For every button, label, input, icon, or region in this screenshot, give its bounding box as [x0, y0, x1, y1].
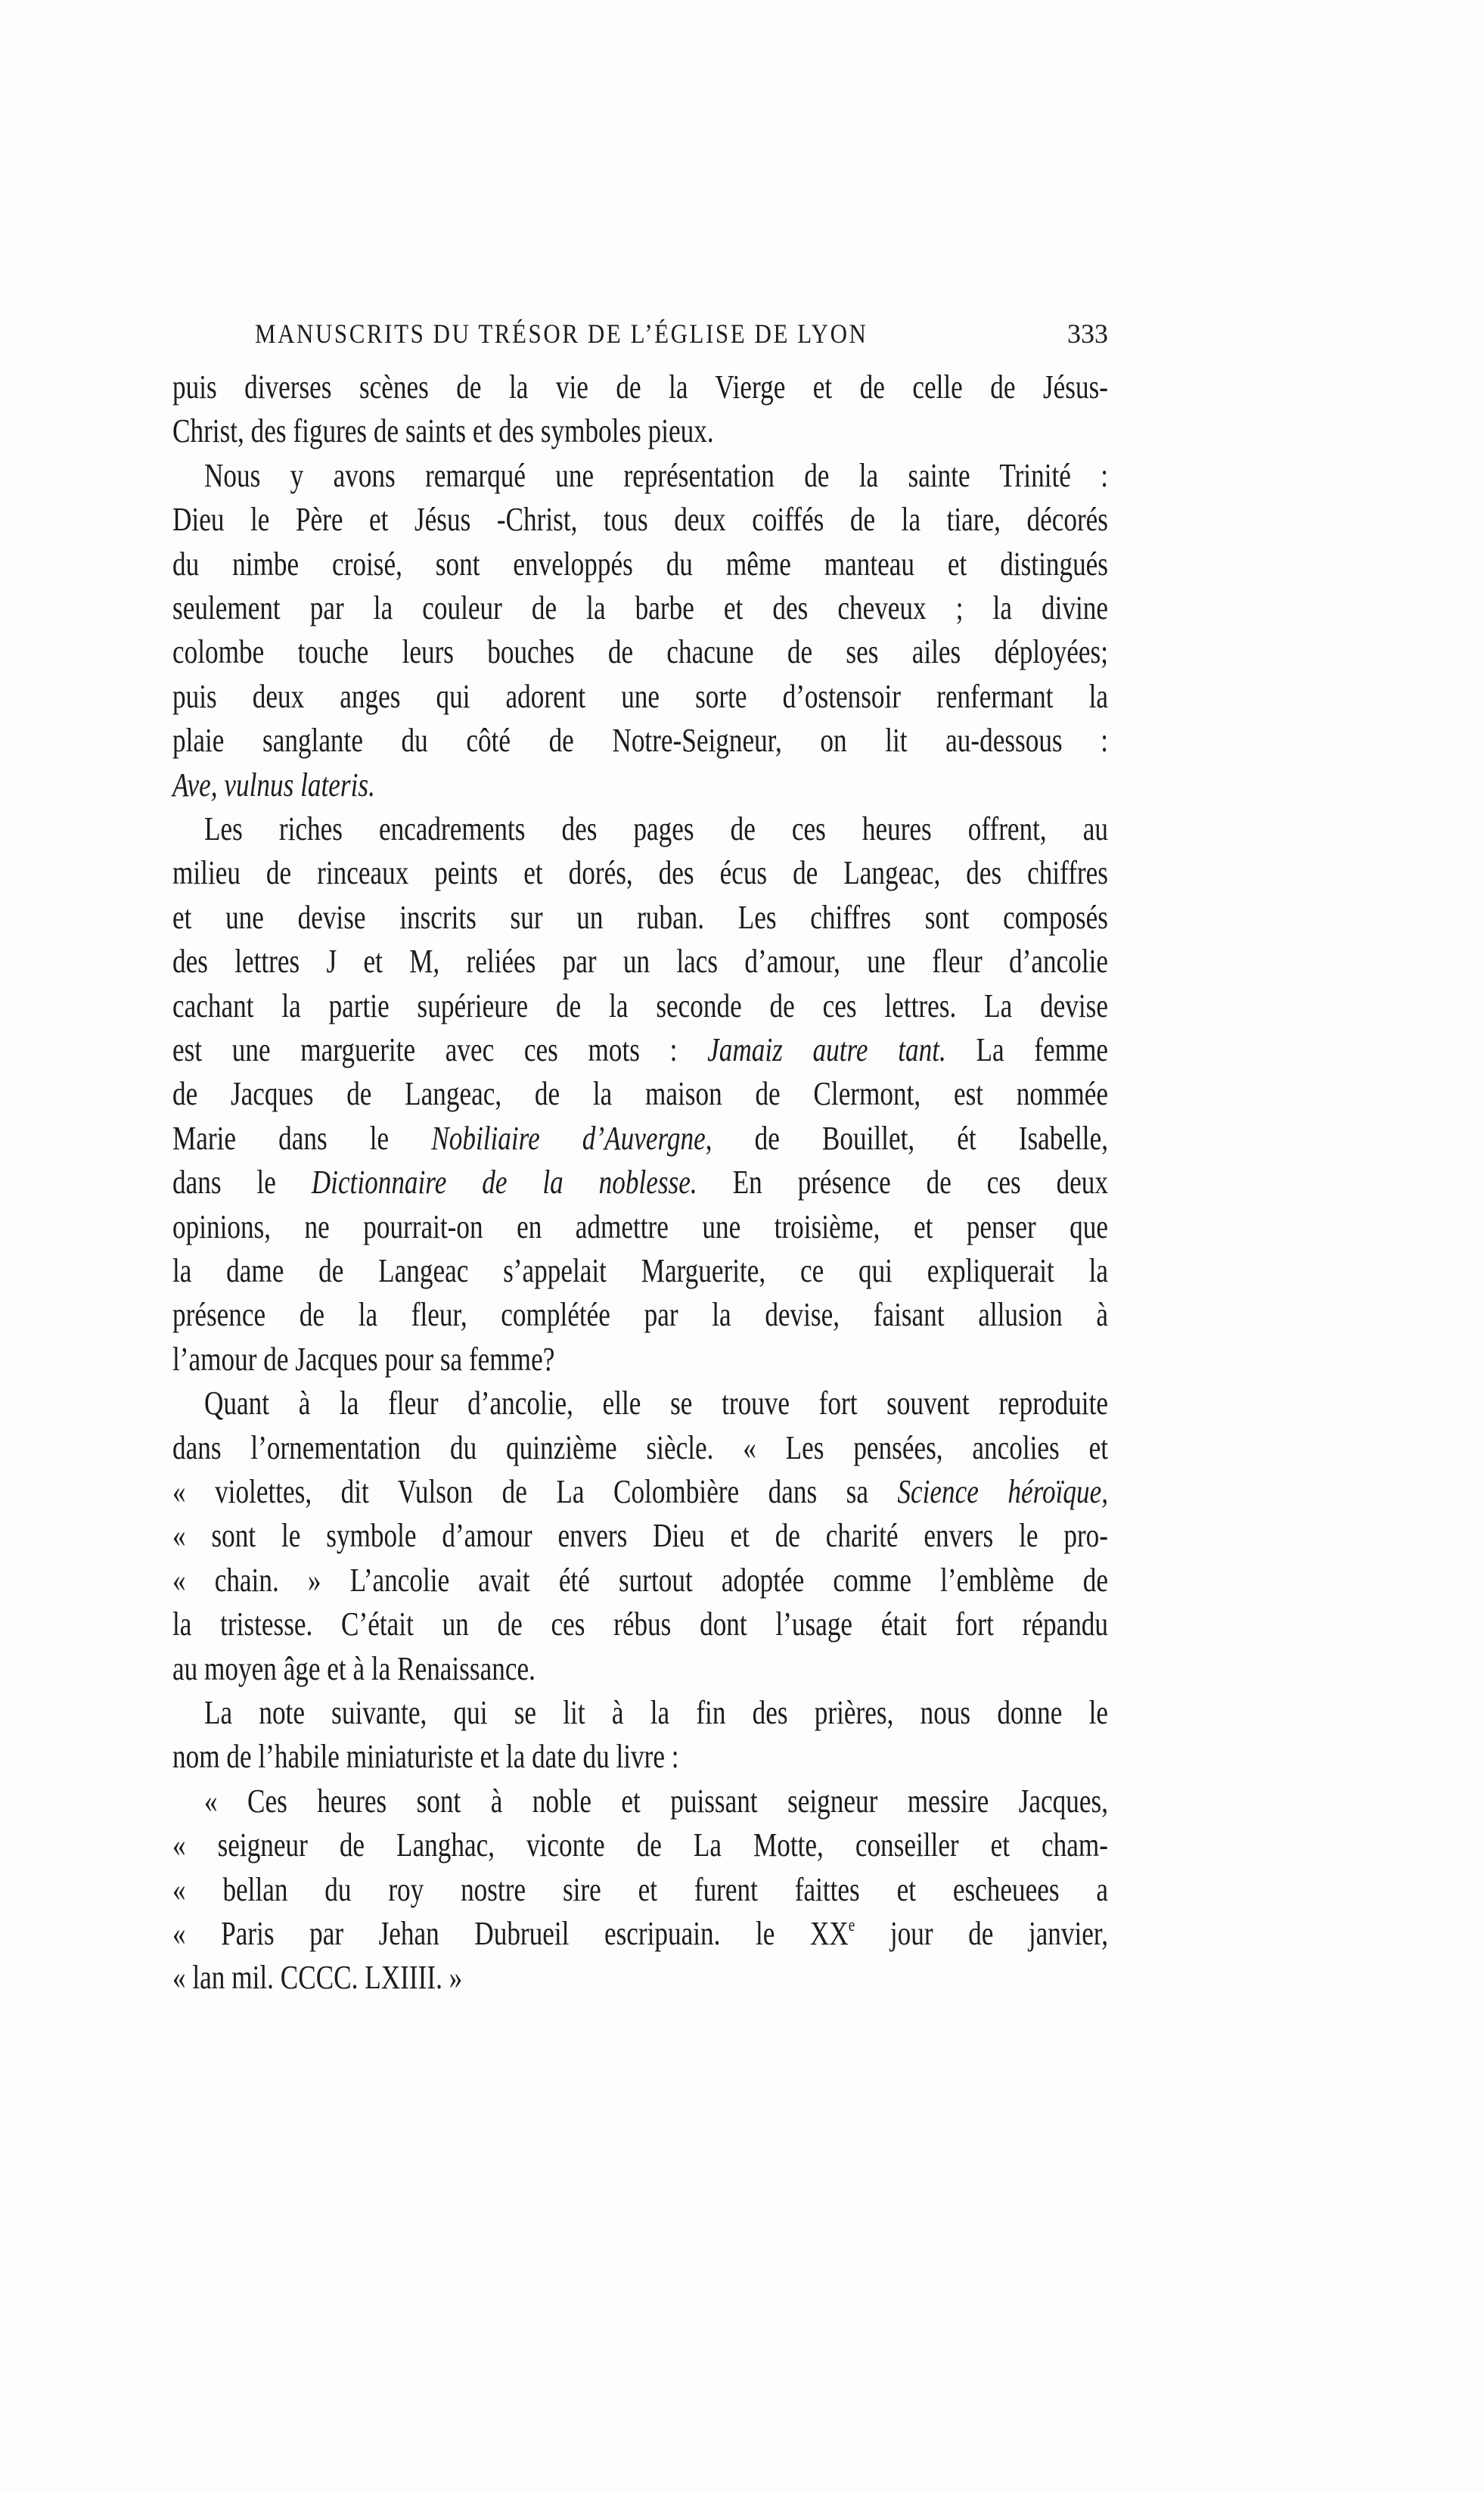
text-segment: « sont le symbole d’amour envers Dieu et de charité envers le pro- — [172, 1517, 1108, 1555]
text-segment: puis deux anges qui adorent une sorte d’ostensoir renfermant la — [172, 677, 1108, 715]
text-line — [172, 1340, 1108, 1379]
running-head — [255, 318, 1108, 356]
text-segment: « seigneur de Langhac, viconte de La Motte, conseiller et cham- — [172, 1826, 1108, 1864]
text-segment: « Ces heures sont à noble et puissant seigneur messire Jacques, — [204, 1782, 1108, 1820]
text-line — [172, 633, 1108, 672]
text-line — [172, 589, 1108, 628]
text-segment: dans l’ornementation du quinzième siècle. « Les pensées, ancolies et — [172, 1428, 1108, 1466]
italic-text: Dictionnaire de la noblesse. — [311, 1164, 697, 1201]
text-segment: des lettres J et M, reliées par un lacs d’amour, une fleur d’ancolie — [172, 943, 1108, 981]
text-line — [172, 898, 1108, 937]
text-line — [172, 1208, 1108, 1247]
text-line — [172, 1030, 1108, 1070]
text-segment: cachant la partie supérieure de la seconde de ces lettres. La devise — [172, 987, 1108, 1024]
text-line — [172, 1605, 1108, 1644]
text-line — [172, 545, 1108, 584]
text-segment: dans le — [172, 1164, 312, 1201]
superscript: e — [848, 1916, 855, 1935]
text-segment: Quant à la fleur d’ancolie, elle se trouve fort souvent reproduite — [204, 1385, 1108, 1422]
text-line — [172, 766, 1108, 805]
text-line — [172, 721, 1108, 760]
text-line — [172, 1649, 1108, 1689]
italic-text: Ave, vulnus lateris. — [172, 766, 375, 804]
text-segment: jour de janvier, — [855, 1915, 1108, 1952]
text-segment: Les riches encadrements des pages de ces heures offrent, au — [204, 810, 1108, 847]
text-line — [172, 1516, 1108, 1556]
text-line — [172, 1472, 1108, 1512]
text-segment: la dame de Langeac s’appelait Marguerite, ce qui expliquerait la — [172, 1252, 1108, 1289]
running-title: MANUSCRITS DU TRÉSOR DE L’ÉGLISE DE LYON — [255, 319, 868, 349]
text-line — [172, 368, 1108, 407]
text-line — [172, 1163, 1108, 1202]
text-segment: au moyen âge et à la Renaissance. — [172, 1649, 536, 1687]
text-line — [172, 1914, 1108, 1954]
text-line — [172, 1295, 1108, 1335]
text-line — [172, 1958, 1108, 1997]
text-line — [172, 1251, 1108, 1291]
text-line — [204, 1782, 1108, 1821]
text-line — [172, 1074, 1108, 1114]
text-line — [204, 810, 1108, 849]
page-number: 333 — [1067, 319, 1108, 349]
text-segment: milieu de rinceaux peints et dorés, des écus de Langeac, des chiffres — [172, 854, 1108, 892]
text-segment: plaie sanglante du côté de Notre-Seigneur, on lit au-dessous : — [172, 722, 1108, 760]
text-segment: la tristesse. C’était un de ces rébus dont l’usage était fort répandu — [172, 1606, 1108, 1643]
text-segment: opinions, ne pourrait-on en admettre une troisième, et penser que — [172, 1208, 1108, 1245]
text-line — [204, 1384, 1108, 1423]
text-line — [204, 456, 1108, 496]
text-line — [172, 677, 1108, 717]
text-line — [172, 1428, 1108, 1468]
text-segment: , de Bouillet, ét Isabelle, — [705, 1119, 1109, 1157]
italic-text: Nobiliaire d’Auvergne — [431, 1119, 706, 1157]
text-segment: La femme — [945, 1031, 1108, 1068]
text-line — [172, 853, 1108, 893]
text-segment: présence de la fleur, complétée par la devise, faisant allusion à — [172, 1296, 1108, 1334]
text-segment: Marie dans le — [172, 1119, 432, 1157]
text-line — [172, 987, 1108, 1026]
text-line — [172, 942, 1108, 981]
text-segment: Christ, des figures de saints et des symboles pieux. — [172, 412, 714, 450]
italic-text: Science héroïque, — [897, 1473, 1108, 1510]
text-line — [172, 1561, 1108, 1600]
text-line — [172, 1870, 1108, 1910]
text-segment: puis diverses scènes de la vie de la Vierge et de celle de Jésus- — [172, 368, 1108, 406]
text-segment: l’amour de Jacques pour sa femme? — [172, 1340, 555, 1378]
text-line — [172, 412, 1108, 451]
text-line — [172, 1737, 1108, 1776]
text-segment: colombe touche leurs bouches de chacune de ses ailes déployées; — [172, 633, 1108, 671]
text-segment: « bellan du roy nostre sire et furent faittes et escheuees a — [172, 1870, 1108, 1908]
text-line — [172, 500, 1108, 539]
text-segment: « lan mil. CCCC. LXIIII. » — [172, 1959, 463, 1997]
text-segment: Dieu le Père et Jésus -Christ, tous deux coiffés de la tiare, décorés — [172, 501, 1108, 539]
text-segment: seulement par la couleur de la barbe et des cheveux ; la divine — [172, 589, 1108, 626]
text-segment: « violettes, dit Vulson de La Colombière dans sa — [172, 1473, 898, 1510]
italic-text: Jamaiz autre tant. — [707, 1031, 946, 1068]
text-line — [172, 1826, 1108, 1865]
text-segment: Nous y avons remarqué une représentation de la sainte Trinité : — [204, 456, 1108, 494]
text-segment: du nimbe croisé, sont enveloppés du même manteau et distingués — [172, 545, 1108, 583]
text-segment: « Paris par Jehan Dubrueil escripuain. le XX — [172, 1915, 849, 1952]
text-segment: La note suivante, qui se lit à la fin des prières, nous donne le — [204, 1694, 1108, 1731]
text-segment: « chain. » L’ancolie avait été surtout adoptée comme l’emblème de — [172, 1561, 1108, 1599]
text-line — [172, 1119, 1108, 1158]
text-segment: est une marguerite avec ces mots : — [172, 1031, 708, 1068]
text-segment: et une devise inscrits sur un ruban. Les chiffres sont composés — [172, 898, 1108, 936]
text-segment: nom de l’habile miniaturiste et la date du livre : — [172, 1738, 679, 1776]
text-segment: de Jacques de Langeac, de la maison de Clermont, est nommée — [172, 1075, 1108, 1113]
text-line — [204, 1693, 1108, 1733]
text-segment: En présence de ces deux — [697, 1164, 1108, 1201]
